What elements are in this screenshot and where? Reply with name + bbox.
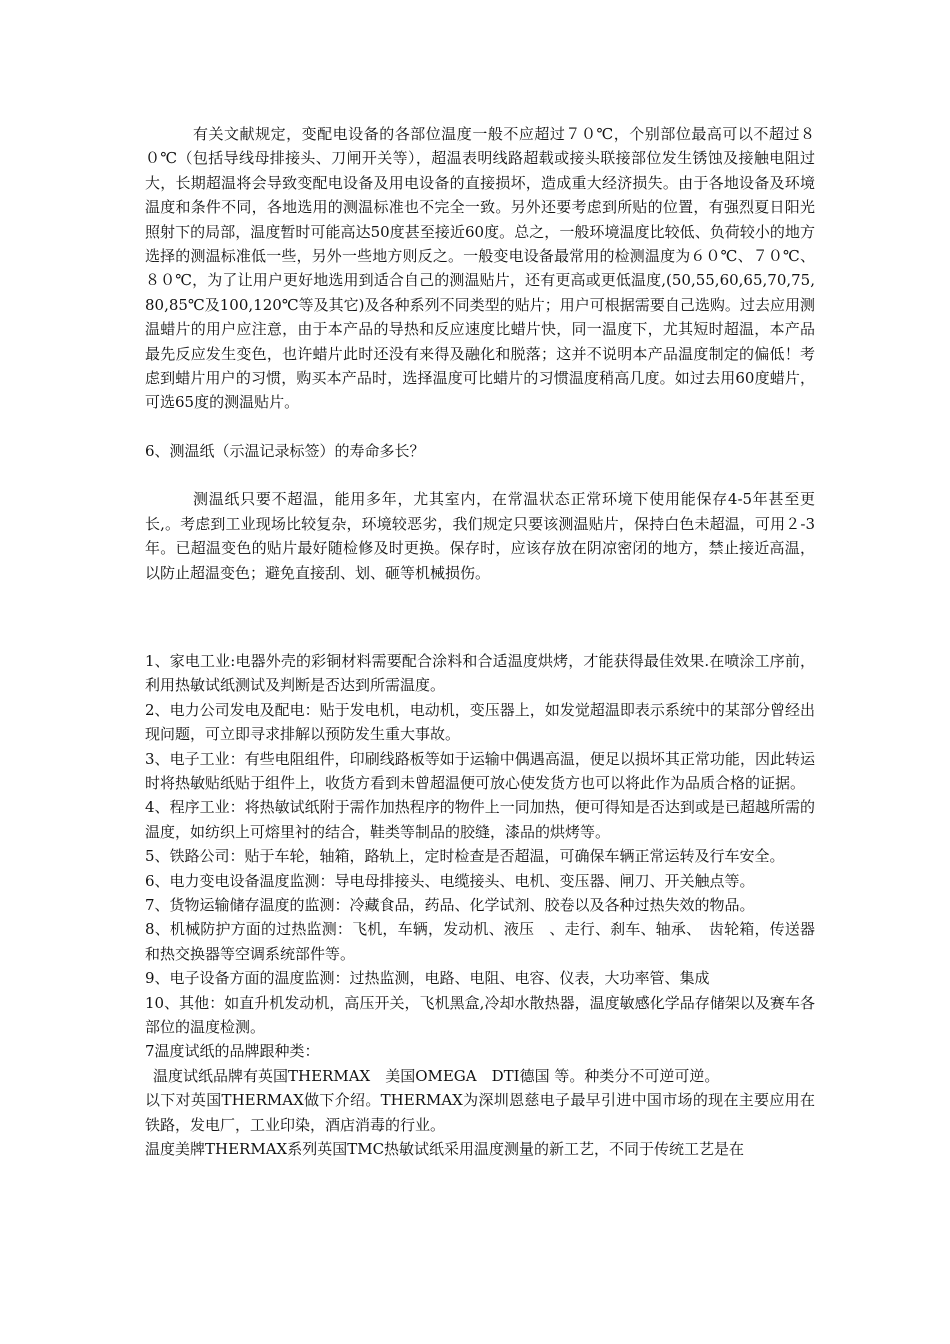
application-item: 9、电子设备方面的温度监测：过热监测，电路、电阻、电容、仪表，大功率管、集成 bbox=[145, 969, 710, 988]
application-item: 10、其他：如直升机发动机，高压开关，飞机黑盒,冷却水散热器，温度敏感化学品存储架以及赛车各部位的温度检测。 bbox=[145, 993, 815, 1036]
application-item: 5、铁路公司：贴于车轮，轴箱，路轨上，定时检查是否超温，可确保车辆正常运转及行车安全。 bbox=[145, 847, 785, 866]
application-item: 2、电力公司发电及配电：贴于发电机，电动机，变压器上，如发觉超温即表示系统中的某部分曾经出现问题，可立即寻求排解以预防发生重大事故。 bbox=[145, 700, 815, 744]
section-7-tail: 温度美牌THERMAX系列英国TMC热敏试纸采用温度测量的新工艺，不同于传统工艺是在 bbox=[145, 1140, 745, 1159]
intro-paragraph: 有关文献规定，变配电设备的各部位温度一般不应超过７０℃，个别部位最高可以不超过８０℃（包括导线母排接头、刀闸开关等），超温表明线路超载或接头联接部位发生锈蚀及接触电阻过大，长期超温将会导致变配电设备及用电设备的直接损坏，造成重大经济损失。由于各地设备及环境温度和条件不同，各地选用的测温标准也不完全一致。另外还要考虑到所贴的位置，有强烈夏日阳光照射下的局部，温度暂时可能高达50度甚至接近60度。总之，一般环境温度比较低、负荷较小的地方选择的测温标准低一些，另外一些地方则反之。一般变电设备最常用的检测温度为６０℃、７０℃、８０℃，为了让用户更好地选用到适合自己的测温贴片，还有更高或更低温度,(50,55,60,65,70,75,80,85℃及100,120℃等及其它)及各种系列不同类型的贴片；用户可根据需要自己选购。过去应用测温蜡片的用户应注意，由于本产品的导热和反应速度比蜡片快，同一温度下，尤其短时超温，本产品最先反应发生变色，也许蜡片此时还没有来得及融化和脱落；这并不说明本产品温度制定的偏低！考虑到蜡片用户的习惯，购买本产品时，选择温度可比蜡片的习惯温度稍高几度。如过去用60度蜡片，可选65度的测温贴片。 bbox=[145, 125, 815, 412]
application-item: 6、电力变电设备温度监测：导电母排接头、电缆接头、电机、变压器、闸刀、开关触点等。 bbox=[145, 871, 755, 890]
application-item: 8、机械防护方面的过热监测：飞机，车辆，发动机、液压 、走行、刹车、轴承、 齿轮箱，传送器和热交换器等空调系统部件等。 bbox=[145, 920, 815, 963]
document-body bbox=[145, 122, 815, 1161]
application-item: 7、货物运输储存温度的监测：冷藏食品，药品、化学试剂、胶卷以及各种过热失效的物品。 bbox=[145, 895, 755, 914]
application-item: 3、电子工业：有些电阻组件，印刷线路板等如于运输中偶遇高温，便足以损坏其正常功能，因此转运时将热敏贴纸贴于组件上，收货方看到未曾超温便可放心使发货方也可以将此作为品质合格的证据。 bbox=[145, 749, 815, 792]
section-7-intro: 以下对英国THERMAX做下介绍。THERMAX为深圳恩慈电子最早引进中国市场的现在主要应用在铁路，发电厂，工业印染，酒店消毒的行业。 bbox=[145, 1091, 815, 1134]
application-item: 1、家电工业:电器外壳的彩铜材料需要配合涂料和合适温度烘烤，才能获得最佳效果.在喷涂工序前，利用热敏试纸测试及判断是否达到所需温度。 bbox=[145, 651, 815, 695]
section-7-heading: 7温度试纸的品牌跟种类： bbox=[145, 1042, 320, 1061]
section-6-answer: 测温纸只要不超温，能用多年，尤其室内，在常温状态正常环境下使用能保存4-5年甚至更长,。考虑到工业现场比较复杂，环境较恶劣，我们规定只要该测温贴片，保持白色未超温，可用２-3年。已超温变色的贴片最好随检修及时更换。保存时，应该存放在阴凉密闭的地方，禁止接近高温，以防止超温变色；避免直接刮、划、砸等机械损伤。 bbox=[145, 490, 815, 582]
application-item: 4、程序工业：将热敏试纸附于需作加热程序的物件上一同加热，便可得知是否达到或是已超越所需的温度，如纺织上可熔里衬的结合，鞋类等制品的胶缝，漆品的烘烤等。 bbox=[145, 798, 815, 841]
section-6-heading: 6、测温纸（示温记录标签）的寿命多长？ bbox=[145, 441, 425, 460]
section-7-brands: 温度试纸品牌有英国THERMAX 美国OMEGA DTI德国 等。种类分不可逆可逆。 bbox=[153, 1066, 720, 1085]
